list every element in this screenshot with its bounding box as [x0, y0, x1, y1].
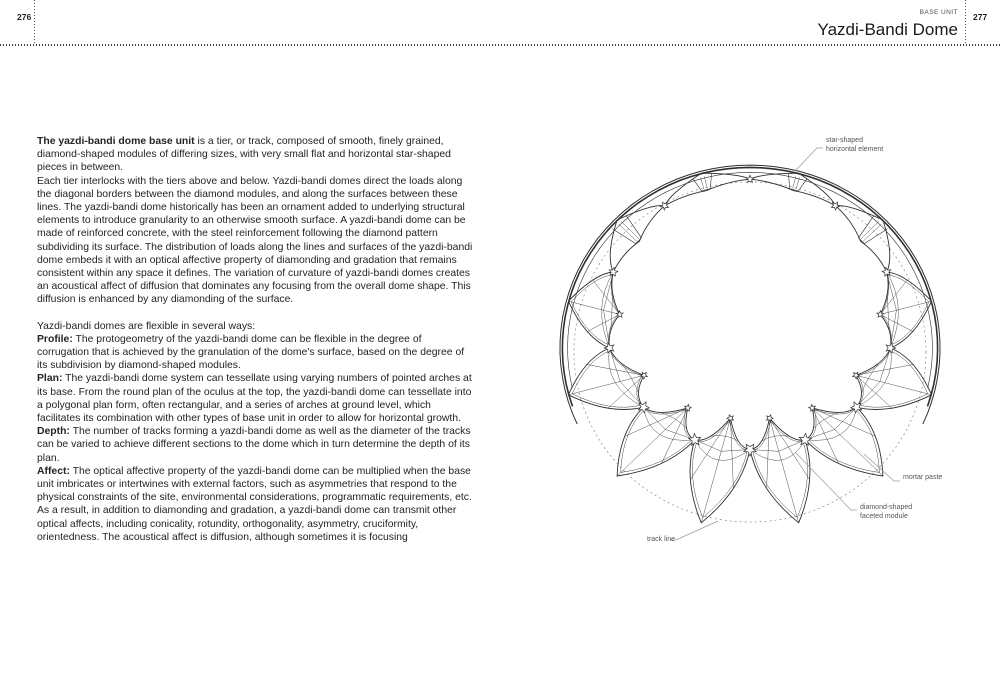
label-diamond-module: [860, 504, 912, 521]
label-track-line: [647, 536, 675, 545]
paragraph-lead: Plan:: [37, 373, 63, 385]
label-star-shaped-element: [826, 137, 883, 154]
paragraph-text: The yazdi-bandi dome system can tessellate using varying numbers of pointed arches at its base. From the round plan of the oculus at the top, the yazdi-bandi dome can tessellate into a polygonal plan form, often rectangular, and a series of arches at ground level, which facilitates its combination with other types of base unit in order to allow for horizontal growth.: [37, 373, 472, 425]
page-title: Yazdi-Bandi Dome: [817, 20, 958, 39]
paragraph-lead: The yazdi-bandi dome base unit: [37, 136, 195, 147]
paragraph-text: Yazdi-bandi domes are flexible in several ways:: [37, 320, 256, 332]
paragraph-lead: Depth:: [37, 426, 70, 438]
paragraph-text: The number of tracks forming a yazdi-bandi dome as well as the diameter of the tracks can be varied to achieve different sections to the dome which in turn determine the depth of its plan.: [37, 426, 471, 464]
page-number-left: 276: [17, 12, 32, 22]
paragraph-text: Each tier interlocks with the tiers above and below. Yazdi-bandi domes direct the loads along the diagonal borders between the diamond modules, and along the surfaces between these lines. The yazdi-bandi dome historically has been an ornament added to underlying structural elements to introduce granularity to an otherwise smooth surface. A yazdi-bandi dome can be made of reinforced concrete, with the steel reinforcement following the diamond pattern subdividing its surface. The distribution of loads along the lines and surfaces of the yazdi-bandi dome embeds it with an optical affective property of diamonding and gradation that remains consistent within any space it defines. The variation of curvature of yazdi-bandi domes creates an acoustical affect of diffusion that dominates any focusing from the overall dome shape. This diffusion is enhanced by any diamonding of the surface.: [37, 175, 473, 306]
section-label: BASE UNIT: [919, 9, 958, 16]
paragraph-text: is a tier, or track, composed of smooth, finely grained, diamond-shaped modules of differing sizes, with very small flat and horizontal star-shaped pieces in between.: [37, 136, 451, 174]
paragraph-lead: Affect:: [37, 465, 70, 477]
label-line: horizontal element: [826, 145, 884, 153]
paragraph-text: The protogeometry of the yazdi-bandi dome can be flexible in the degree of corrugation that is achieved by the granulation of the dome's surface, based on the degree of its subdivision by diamond-shaped modules.: [37, 333, 465, 372]
label-line: track line: [647, 536, 676, 543]
label-mortar-paste: [903, 474, 942, 483]
paragraph-lead: Profile:: [37, 333, 73, 345]
paragraph-text: The optical affective property of the yazdi-bandi dome can be multiplied when the base unit imbricates or intertwines with external factors, such as asymmetries that respond to the physical constraints of the site, environmental considerations, programmatic requirements, etc. As a result, in addition to diamonding and gradation, a yazdi-bandi dome can transmit other optical affects, including conicality, rotundity, orthogonality, asymmetry, cruciformity, orientedness. The acoustical affect is diffusion, although sometimes it is focusing: [37, 465, 472, 543]
label-line: diamond-shaped: [860, 504, 913, 511]
page-number-right: 277: [973, 12, 988, 22]
label-line: star-shaped: [826, 137, 863, 144]
label-line: faceted module: [860, 512, 908, 520]
label-line: mortar paste: [903, 474, 943, 481]
